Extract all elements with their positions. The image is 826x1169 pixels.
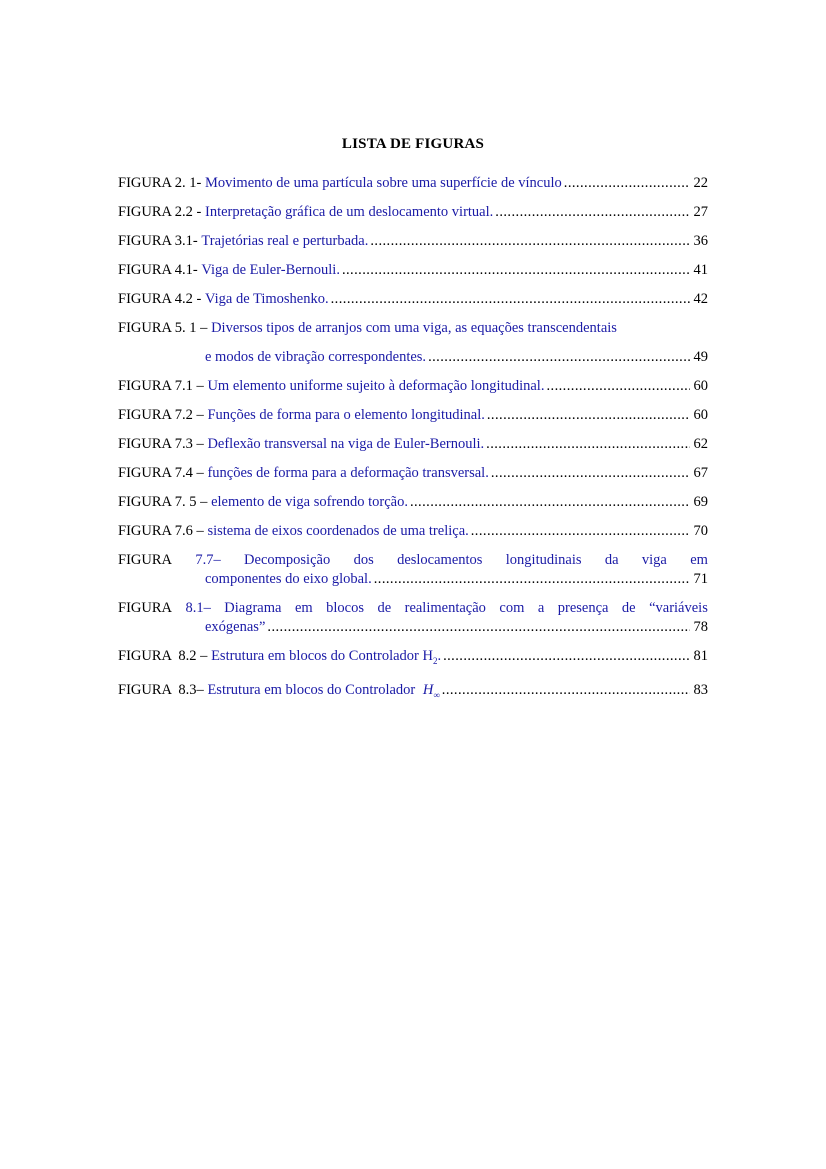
list-item[interactable] (118, 435, 708, 454)
figure-caption: sistema de eixos coordenados de uma treliça. (207, 523, 469, 539)
dot-leader (564, 174, 690, 193)
page-number: 41 (693, 262, 708, 278)
caption-word: “variáveis (649, 600, 708, 616)
caption-word: de (377, 600, 392, 616)
page-number: 67 (693, 465, 708, 481)
figure-list (118, 174, 708, 715)
page-number: 60 (693, 407, 708, 423)
figure-number: FIGURA 7.4 – (118, 465, 204, 481)
figure-caption-line2: exógenas” (205, 619, 266, 635)
caption-word: Diagrama (224, 600, 282, 616)
subscript: 2 (432, 655, 438, 666)
h-infinity-symbol: H (422, 681, 434, 698)
figure-number: FIGURA 3.1- (118, 233, 198, 249)
list-item[interactable] (118, 551, 708, 589)
figure-caption-line2: e modos de vibração correspondentes. (205, 349, 427, 365)
figure-number: FIGURA 5. 1 – (118, 320, 208, 336)
figure-number: FIGURA 2.2 - (118, 204, 202, 220)
figure-caption: Viga de Euler-Bernouli. (201, 262, 340, 278)
figure-number: FIGURA 7.1 – (118, 378, 204, 394)
caption-word: da (604, 552, 619, 568)
page-number: 27 (693, 204, 708, 220)
figure-label: FIGURA (118, 552, 172, 568)
page-number: 22 (693, 175, 708, 191)
list-item[interactable] (118, 493, 708, 512)
caption-text: Estrutura em blocos do Controlador (207, 681, 419, 698)
figure-number: FIGURA 8.2 – (118, 648, 208, 664)
caption-word: em (294, 600, 313, 616)
figure-caption-line1: Diversos tipos de arranjos com uma viga, as equações transcendentais (211, 320, 617, 336)
figure-number-part: 7.7– (195, 552, 221, 568)
figure-caption: Viga de Timoshenko. (205, 291, 329, 307)
list-item[interactable] (118, 681, 708, 705)
list-item[interactable] (118, 647, 708, 671)
dot-leader (374, 570, 690, 589)
caption-word: dos (353, 552, 374, 568)
figure-number: FIGURA 2. 1- (118, 175, 202, 191)
figure-number: FIGURA 7.3 – (118, 436, 204, 452)
figure-caption (211, 647, 441, 671)
page-number: 69 (693, 494, 708, 510)
dot-leader (491, 464, 690, 483)
figure-caption (207, 681, 439, 705)
figure-caption: Interpretação gráfica de um deslocamento virtual. (205, 204, 494, 220)
figure-caption: Funções de forma para o elemento longitudinal. (207, 407, 485, 423)
list-item[interactable] (118, 406, 708, 425)
figure-number: FIGURA 8.3– (118, 681, 204, 698)
figure-number: FIGURA 4.1- (118, 262, 198, 278)
list-item[interactable] (118, 522, 708, 541)
figure-caption: Deflexão transversal na viga de Euler-Bernouli. (207, 436, 485, 452)
caption-word: a (537, 600, 545, 616)
dot-leader (442, 681, 690, 700)
figure-label: FIGURA (118, 600, 172, 616)
dot-leader (331, 290, 690, 309)
list-item[interactable] (118, 599, 708, 637)
page-number: 71 (693, 571, 708, 587)
list-item[interactable] (118, 261, 708, 280)
list-item[interactable] (118, 377, 708, 396)
list-item[interactable] (118, 232, 708, 251)
list-item[interactable] (118, 203, 708, 222)
page-number: 49 (693, 349, 708, 365)
figure-number: FIGURA 7.6 – (118, 523, 204, 539)
dot-leader (487, 406, 690, 425)
caption-word: Decomposição (244, 552, 331, 568)
list-item[interactable] (118, 290, 708, 309)
caption-word: em (690, 552, 708, 568)
figure-caption: Trajetórias real e perturbada. (201, 233, 369, 249)
caption-word: longitudinais (505, 552, 582, 568)
page-number: 62 (693, 436, 708, 452)
infinity-subscript: ∞ (433, 689, 440, 700)
figure-number: FIGURA 4.2 - (118, 291, 202, 307)
page-number: 83 (693, 681, 708, 698)
list-item[interactable] (118, 174, 708, 193)
caption-tail: . (437, 648, 442, 664)
figure-number: FIGURA 7.2 – (118, 407, 204, 423)
caption-word: com (499, 600, 525, 616)
dot-leader (486, 435, 689, 454)
figure-caption: Movimento de uma partícula sobre uma superfície de vínculo (205, 175, 562, 191)
dot-leader (342, 261, 690, 280)
figure-caption: elemento de viga sofrendo torção. (211, 494, 408, 510)
caption-word: deslocamentos (397, 552, 483, 568)
page-number: 60 (693, 378, 708, 394)
dot-leader (495, 203, 689, 222)
list-item[interactable] (118, 464, 708, 483)
dot-leader (370, 232, 689, 251)
caption-word: viga (641, 552, 667, 568)
figure-number: FIGURA 7. 5 – (118, 494, 208, 510)
page-number: 70 (693, 523, 708, 539)
caption-word: realimentação (404, 600, 486, 616)
dot-leader (471, 522, 690, 541)
dot-leader (267, 618, 689, 637)
dot-leader (443, 647, 689, 666)
page-number: 78 (693, 619, 708, 635)
caption-word: presença (557, 600, 609, 616)
caption-word: de (621, 600, 636, 616)
page-title: LISTA DE FIGURAS (341, 136, 485, 152)
caption-text: Estrutura em blocos do Controlador H (211, 648, 433, 664)
dot-leader (410, 493, 690, 512)
figure-caption-line2: componentes do eixo global. (205, 571, 372, 587)
figure-number-part: 8.1– (185, 600, 211, 616)
dot-leader (428, 348, 689, 367)
page-number: 81 (693, 648, 708, 664)
page-number: 42 (693, 291, 708, 307)
figure-caption: Um elemento uniforme sujeito à deformação longitudinal. (207, 378, 545, 394)
figure-caption: funções de forma para a deformação transversal. (207, 465, 489, 481)
caption-word: blocos (326, 600, 364, 616)
page-number: 36 (693, 233, 708, 249)
list-item[interactable] (118, 319, 708, 367)
dot-leader (546, 377, 689, 396)
